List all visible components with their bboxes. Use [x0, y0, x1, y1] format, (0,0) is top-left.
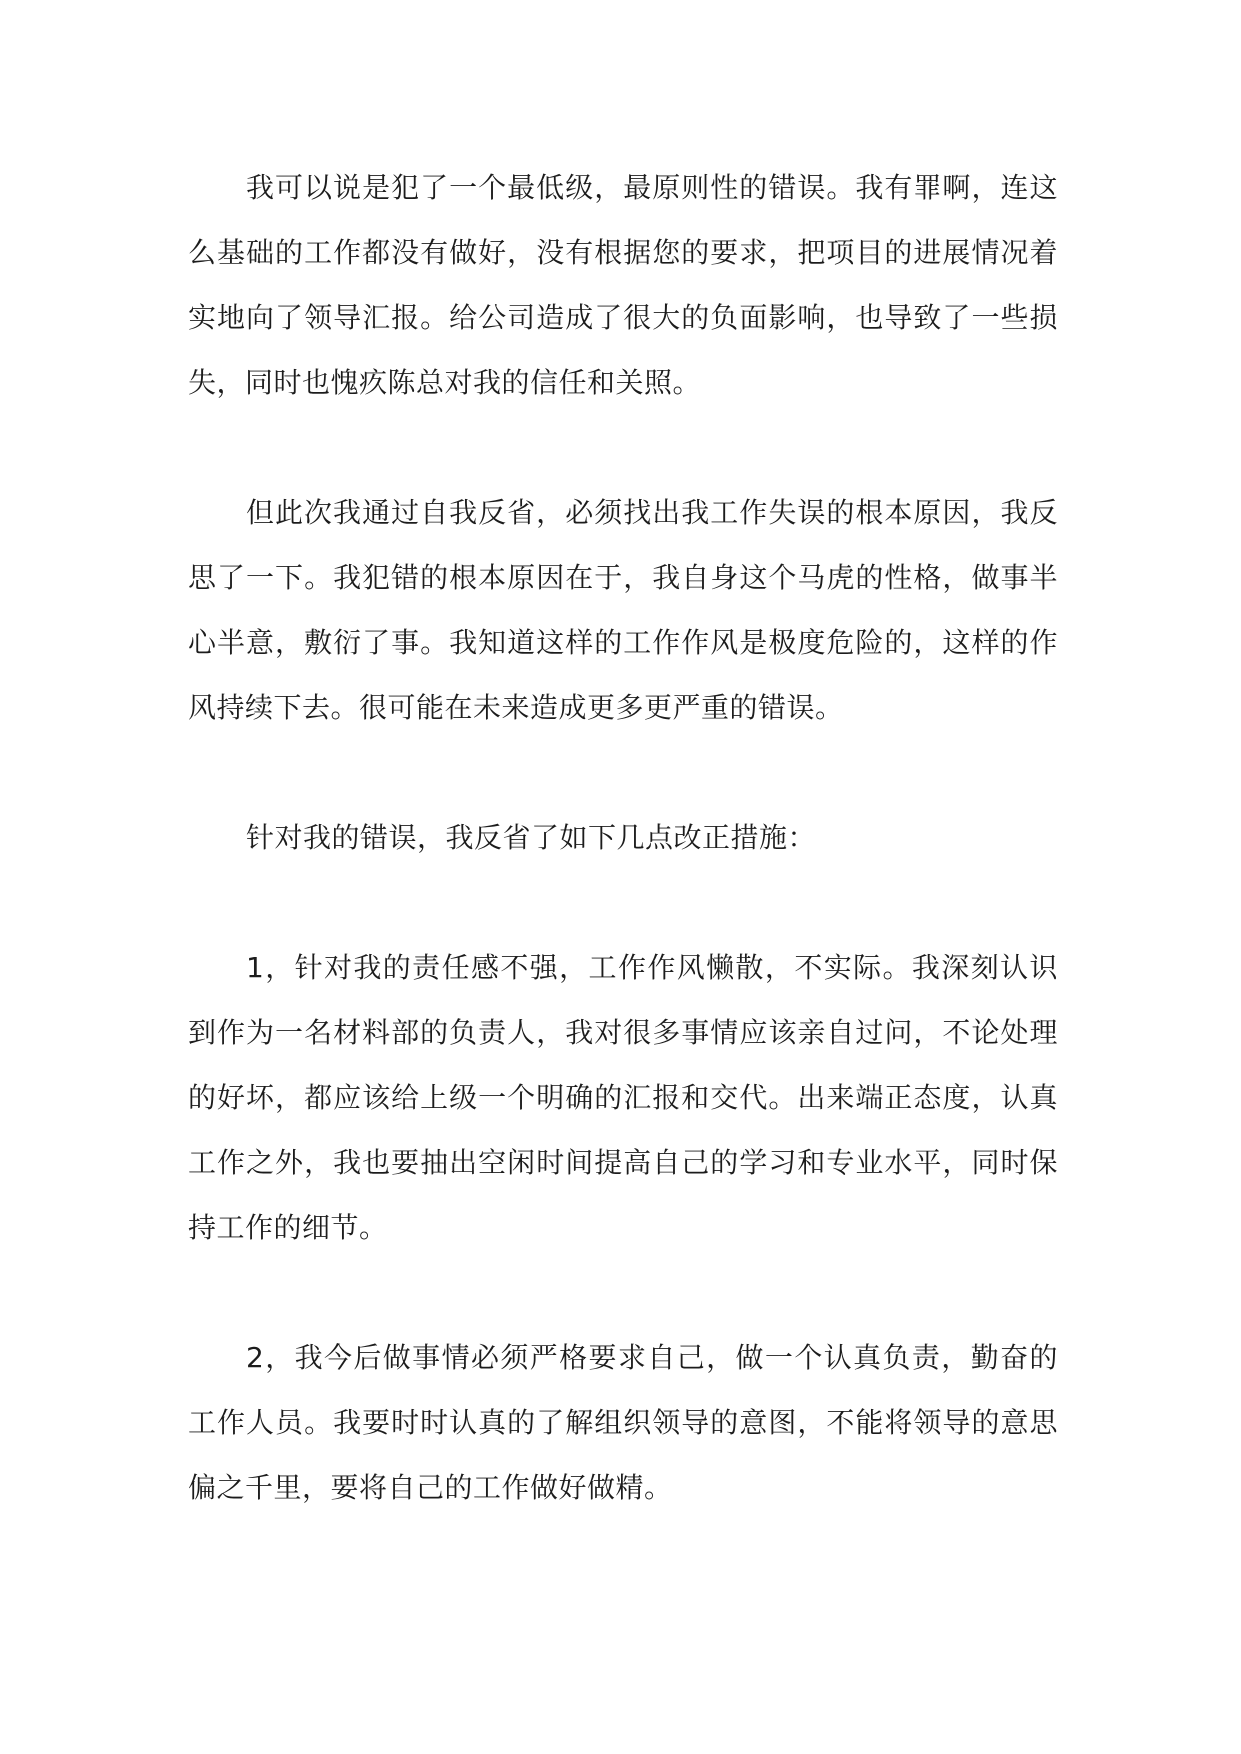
document-body	[188, 155, 1058, 1520]
paragraph-5: 2，我今后做事情必须严格要求自己，做一个认真负责，勤奋的工作人员。我要时时认真的了解组织领导的意图，不能将领导的意思偏之千里，要将自己的工作做好做精。	[188, 1341, 1058, 1504]
paragraph-4: 1，针对我的责任感不强，工作作风懒散，不实际。我深刻认识到作为一名材料部的负责人，我对很多事情应该亲自过问，不论处理的好坏，都应该给上级一个明确的汇报和交代。出来端正态度，认真工作之外，我也要抽出空闲时间提高自己的学习和专业水平，同时保持工作的细节。	[188, 951, 1058, 1244]
paragraph-2: 但此次我通过自我反省，必须找出我工作失误的根本原因，我反思了一下。我犯错的根本原因在于，我自身这个马虎的性格，做事半心半意，敷衍了事。我知道这样的工作作风是极度危险的，这样的作风持续下去。很可能在未来造成更多更严重的错误。	[188, 496, 1058, 724]
paragraph-1: 我可以说是犯了一个最低级，最原则性的错误。我有罪啊，连这么基础的工作都没有做好，没有根据您的要求，把项目的进展情况着实地向了领导汇报。给公司造成了很大的负面影响，也导致了一些损失，同时也愧疚陈总对我的信任和关照。	[188, 171, 1058, 399]
paragraph-3: 针对我的错误，我反省了如下几点改正措施：	[246, 821, 817, 854]
